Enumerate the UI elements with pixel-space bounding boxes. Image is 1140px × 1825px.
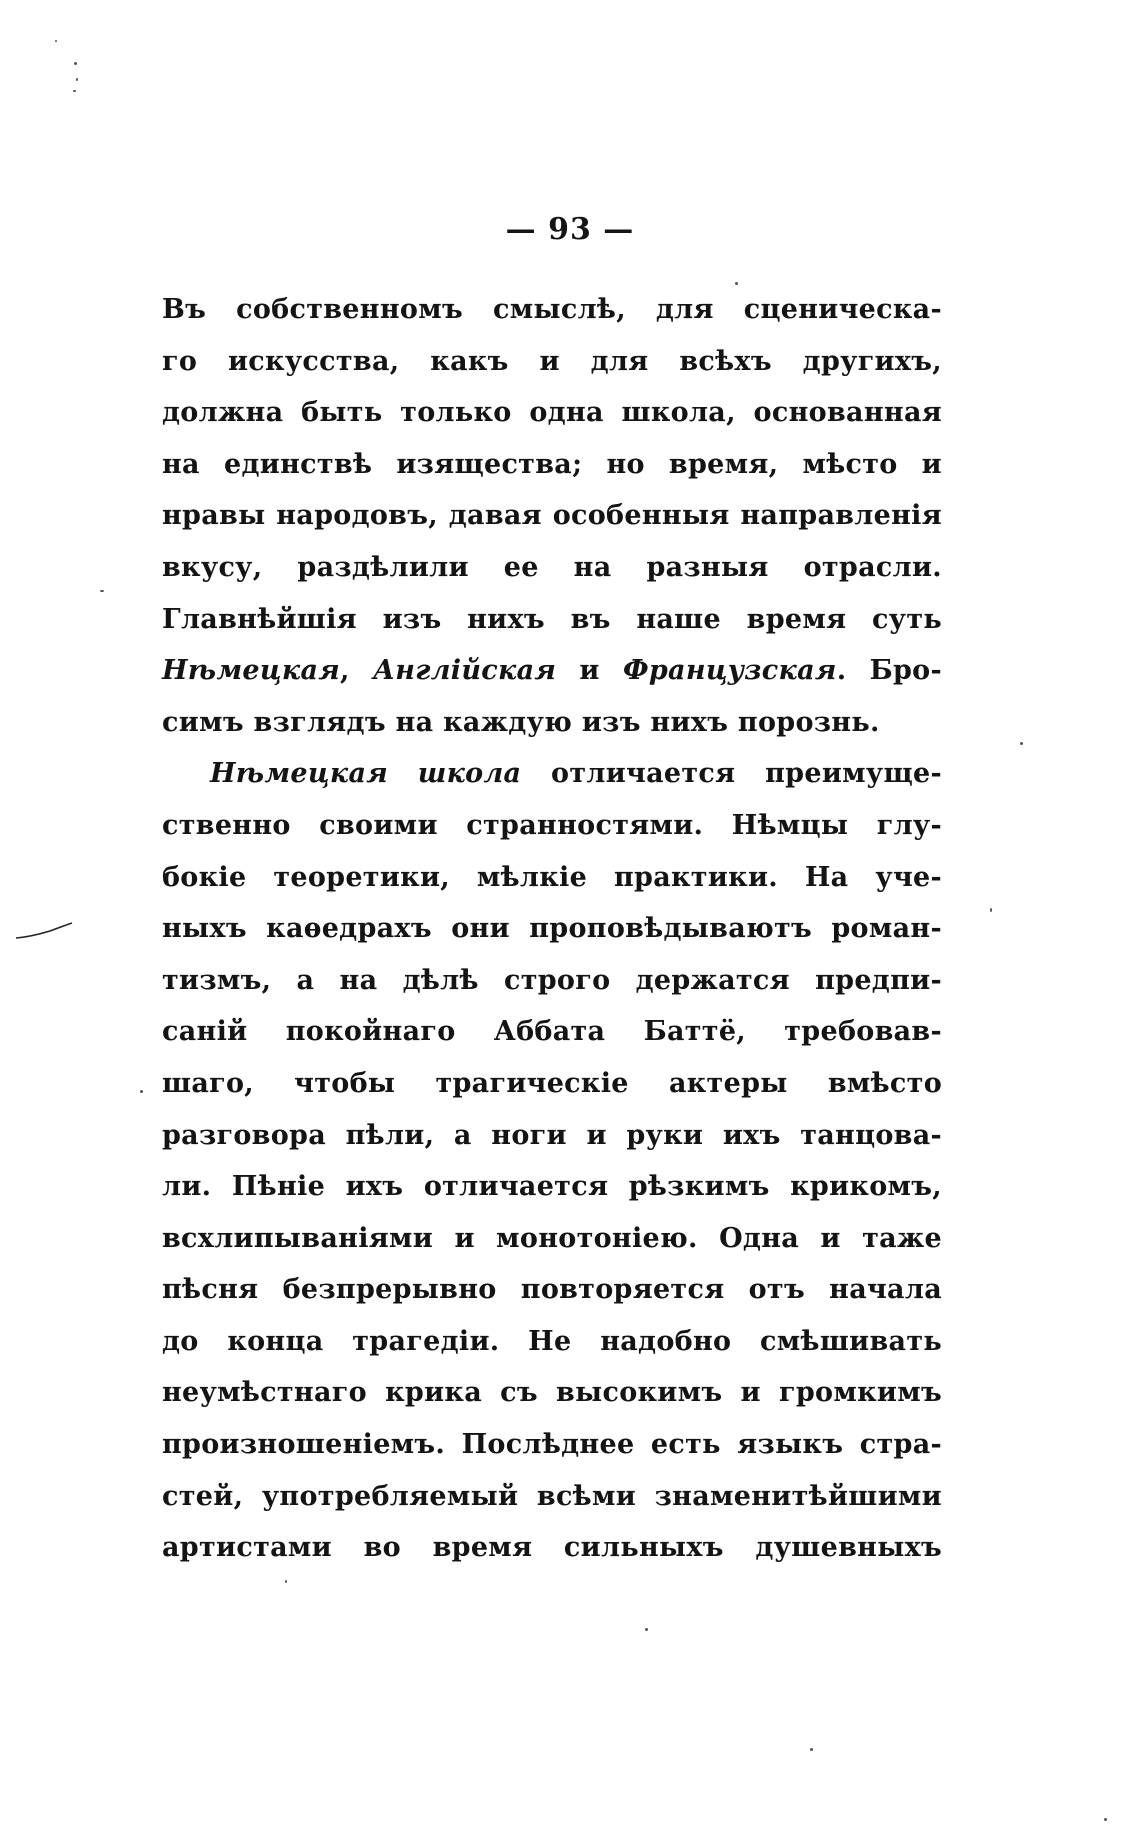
text-line: произношеніемъ. Послѣднее есть языкъ стра-: [162, 1429, 942, 1461]
text-fragment: ,: [340, 655, 373, 687]
text-line: ли. Пѣніе ихъ отличается рѣзкимъ крикомъ,: [162, 1171, 942, 1203]
text-line: должна быть только одна школа, основанная: [162, 397, 942, 429]
text-line: [162, 748, 942, 800]
section-heading-german-school: Нѣмецкая школа: [210, 758, 522, 790]
text-line: саній покойнаго Аббата Баттё, требовав-: [162, 1016, 942, 1048]
text-line: до конца трагедіи. Не надобно смѣшивать: [162, 1325, 942, 1357]
text-fragment: отличается преимуще-: [521, 758, 942, 790]
text-line: разговора пѣли, а ноги и руки ихъ танцова-: [162, 1119, 942, 1151]
text-line: бокіе теоретики, мѣлкіе практики. На уче-: [162, 861, 942, 893]
scan-speck: [140, 1090, 143, 1093]
text-line: ственно своими странностями. Нѣмцы глу-: [162, 809, 942, 841]
text-line: ныхъ каѳедрахъ они проповѣдываютъ роман-: [162, 913, 942, 945]
text-line: го искусства, какъ и для всѣхъ другихъ,: [162, 345, 942, 377]
body-text: [162, 284, 942, 1574]
scan-speck: [73, 90, 76, 92]
page-number: — 93 —: [505, 212, 635, 247]
school-name-english: Англійская: [372, 655, 557, 687]
text-line: всхлипываніями и монотоніею. Одна и таже: [162, 1222, 942, 1254]
text-line: на единствѣ изящества; но время, мѣсто и: [162, 448, 942, 480]
scan-speck: [990, 908, 992, 912]
school-name-german: Нѣмецкая: [162, 655, 341, 687]
text-line: нравы народовъ, давая особенныя направленія: [162, 500, 942, 532]
scan-speck: [735, 282, 738, 285]
scan-speck: [74, 62, 77, 65]
text-line: пѣсня безпрерывно повторяется отъ начала: [162, 1274, 942, 1306]
text-line: артистами во время сильныхъ душевныхъ: [162, 1532, 942, 1564]
text-line: Главнѣйшія изъ нихъ въ наше время суть: [162, 603, 942, 635]
text-line: шаго, чтобы трагическіе актеры вмѣсто: [162, 1067, 942, 1099]
text-line: стей, употребляемый всѣми знаменитѣйшими: [162, 1480, 942, 1512]
scan-speck: [1104, 1818, 1107, 1821]
text-line: неумѣстнаго крика съ высокимъ и громкимъ: [162, 1377, 942, 1409]
text-line: Въ собственномъ смыслѣ, для сценическа-: [162, 294, 942, 325]
margin-pencil-mark: [14, 922, 74, 942]
scan-speck: [55, 40, 57, 42]
school-name-french: Французская: [622, 655, 837, 687]
text-line: симъ взглядъ на каждую изъ нихъ порознь.: [162, 706, 880, 738]
text-fragment: . Бро-: [836, 655, 942, 687]
scan-speck: [100, 590, 104, 592]
text-line: тизмъ, а на дѣлѣ строго держатся предпи-: [162, 964, 942, 996]
text-line: вкусу, раздѣлили ее на разныя отрасли.: [162, 551, 942, 583]
scan-speck: [285, 1580, 287, 1583]
scan-speck: [1020, 742, 1023, 745]
scan-speck: [645, 1628, 648, 1631]
scan-speck: [810, 1748, 813, 1751]
text-fragment: и: [556, 655, 623, 687]
scan-speck: [76, 78, 78, 81]
text-line: [162, 645, 942, 697]
